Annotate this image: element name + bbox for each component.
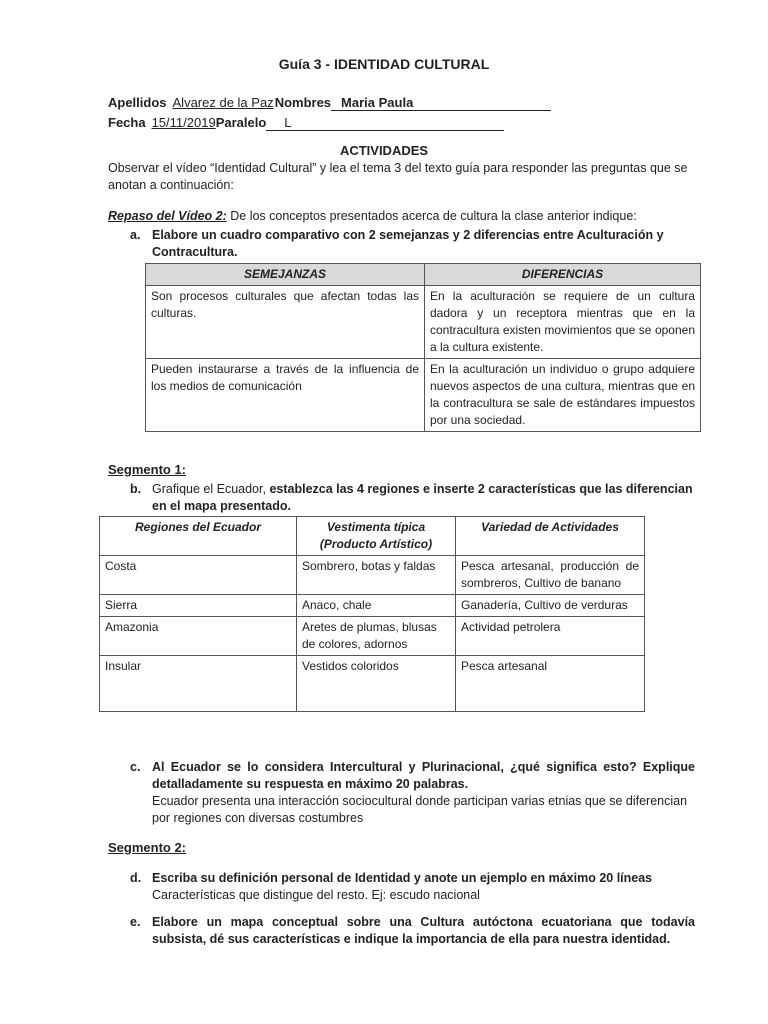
table-cell: Actividad petrolera [456,617,645,656]
question-b-text-bold: establezca las 4 regiones e inserte 2 características que las diferencian en el mapa presentado. [152,482,693,513]
apellidos-value: Alvarez de la Paz [172,95,274,110]
date-line [108,115,504,131]
table-cell: Pesca artesanal [456,656,645,712]
col-vestimenta: Vestimenta típica (Producto Artístico) [297,517,456,556]
table-cell: Costa [100,556,297,595]
paralelo-value: L [266,115,504,131]
segmento-1-heading: Segmento 1: [108,462,187,477]
question-c [130,759,695,827]
question-d-label: d. [130,871,142,885]
actividades-heading: ACTIVIDADES [339,143,429,158]
nombres-label: Nombres [274,95,332,110]
regions-table [99,516,645,712]
table-row [146,359,701,432]
table-cell: Pesca artesanal, producción de sombreros, Cultivo de banano [456,556,645,595]
table-cell: Sierra [100,595,297,617]
name-line [108,95,551,111]
table-cell: Son procesos culturales que afectan todas las culturas. [146,286,425,359]
table-row [146,286,701,359]
page-title: Guía 3 - IDENTIDAD CULTURAL [278,56,490,72]
question-e-label: e. [130,915,141,929]
question-c-answer: Ecuador presenta una interacción sociocultural donde participan varias etnias que se diferencian por regiones con diversas costumbres [152,794,688,825]
table-cell: En la aculturación un individuo o grupo adquiere nuevos aspectos de una cultura, mientras que en la contracultura se sale de estándares impuestos por una sociedad. [425,359,701,432]
comparison-header-row [146,264,701,286]
table-row [100,656,645,712]
fecha-label: Fecha [108,115,146,130]
col-semejanzas: SEMEJANZAS [146,264,425,286]
fecha-value: 15/11/2019 [151,115,216,130]
col-actividades: Variedad de Actividades [456,517,645,556]
table-cell: Amazonia [100,617,297,656]
question-a-label: a. [130,228,141,242]
question-b-text-plain: Grafique el Ecuador, [152,482,270,496]
table-cell: En la aculturación se requiere de un cultura dadora y un receptora mientras que en la contracultura existen movimientos que se oponen a la cultura existente. [425,286,701,359]
question-b-label: b. [130,482,142,496]
table-cell: Insular [100,656,297,712]
table-cell: Pueden instaurarse a través de la influencia de los medios de comunicación [146,359,425,432]
table-cell: Anaco, chale [297,595,456,617]
question-a-text: Elabore un cuadro comparativo con 2 semejanzas y 2 diferencias entre Aculturación y Contracultura. [152,228,664,259]
repaso-text: De los conceptos presentados acerca de cultura la clase anterior indique: [226,209,637,223]
paralelo-label: Paralelo [215,115,267,130]
regions-header-row [100,517,645,556]
repaso-line [108,208,688,225]
table-row [100,617,645,656]
question-d [130,870,695,904]
nombres-value: Maria Paula [331,95,551,111]
table-cell: Ganadería, Cultivo de verduras [456,595,645,617]
question-d-answer: Características que distingue del resto. Ej: escudo nacional [152,888,480,902]
question-e-text: Elabore un mapa conceptual sobre una Cultura autóctona ecuatoriana que todavía subsista, dé sus características e indique la importancia de ella para nuestra identidad. [152,915,695,946]
table-row [100,556,645,595]
question-c-label: c. [130,760,141,774]
question-d-text: Escriba su definición personal de Identidad y anote un ejemplo en máximo 20 líneas [152,871,653,885]
actividades-intro: Observar el vídeo “Identidad Cultural” y lea el tema 3 del texto guía para responder las preguntas que se anotan a continuación: [108,161,688,192]
comparison-table [145,263,701,432]
question-a [130,227,695,261]
table-cell: Vestidos coloridos [297,656,456,712]
question-e [130,914,695,948]
question-c-text: Al Ecuador se lo considera Intercultural y Plurinacional, ¿qué significa esto? Explique detalladamente su respuesta en máximo 20 palabras. [152,760,695,791]
table-cell: Sombrero, botas y faldas [297,556,456,595]
apellidos-label: Apellidos [108,95,167,110]
table-row [100,595,645,617]
col-diferencias: DIFERENCIAS [425,264,701,286]
table-cell: Aretes de plumas, blusas de colores, adornos [297,617,456,656]
repaso-label: Repaso del Vídeo 2: [108,209,227,223]
segmento-2-heading: Segmento 2: [108,840,187,855]
question-b [130,481,695,515]
col-regiones: Regiones del Ecuador [100,517,297,556]
